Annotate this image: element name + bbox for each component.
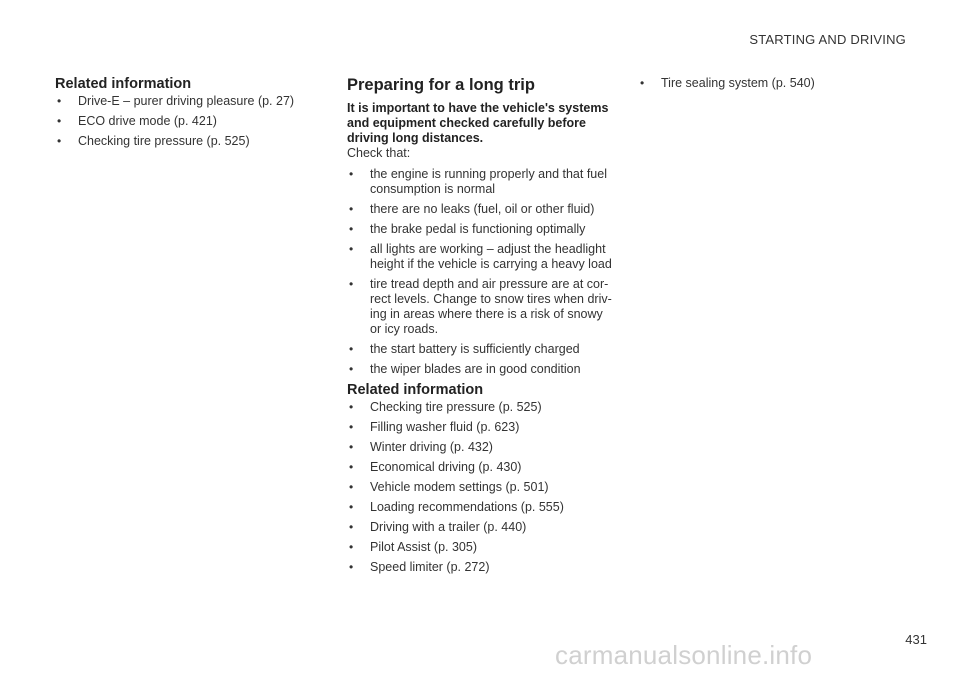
bullet-icon: •	[349, 202, 354, 216]
bullet-icon: •	[57, 114, 62, 128]
bullet-icon: •	[349, 400, 354, 414]
related-list	[55, 94, 305, 149]
bullet-icon: •	[349, 460, 354, 474]
watermark: carmanualsonline.info	[555, 640, 813, 670]
related-link[interactable]: • Speed limiter (p. 272)	[349, 560, 490, 574]
check-list	[347, 167, 615, 377]
bullet-icon: •	[349, 520, 354, 534]
intro-text: It is important to have the vehicle's systems and equipment checked carefully before driving long distances.	[347, 101, 609, 145]
bullet-icon: •	[349, 540, 354, 554]
bullet-icon: •	[349, 222, 354, 236]
related-link[interactable]: • Economical driving (p. 430)	[349, 460, 522, 474]
list-item: • the brake pedal is functioning optimally	[349, 222, 586, 236]
list-item: • the engine is running properly and that fuel consumption is normal	[349, 167, 607, 196]
related-link[interactable]: • Drive-E – purer driving pleasure (p. 27)	[57, 94, 295, 108]
related-link[interactable]: • Tire sealing system (p. 540)	[640, 76, 815, 90]
related-link[interactable]: • Checking tire pressure (p. 525)	[57, 134, 250, 148]
related-heading: Related information	[55, 76, 192, 92]
bullet-icon: •	[349, 560, 354, 574]
related-link[interactable]: • Vehicle modem settings (p. 501)	[349, 480, 549, 494]
list-item: • there are no leaks (fuel, oil or other fluid)	[349, 202, 595, 216]
bullet-icon: •	[349, 480, 354, 494]
bullet-icon: •	[349, 167, 354, 181]
list-item: • tire tread depth and air pressure are at cor-rect levels. Change to snow tires when driv-ing in areas where there is a risk of snowy or icy roads.	[349, 277, 612, 336]
page-number: 431	[905, 632, 927, 647]
bullet-icon: •	[349, 362, 354, 376]
related-list	[347, 400, 615, 575]
bullet-icon: •	[349, 440, 354, 454]
bullet-icon: •	[349, 342, 354, 356]
right-column	[638, 76, 898, 96]
related-link[interactable]: • ECO drive mode (p. 421)	[57, 114, 217, 128]
related-link[interactable]: • Winter driving (p. 432)	[349, 440, 493, 454]
bullet-icon: •	[349, 242, 354, 256]
page-title: Preparing for a long trip	[347, 76, 535, 94]
middle-column	[347, 76, 615, 580]
related-list	[638, 76, 898, 91]
related-link[interactable]: • Pilot Assist (p. 305)	[349, 540, 477, 554]
related-link[interactable]: • Driving with a trailer (p. 440)	[349, 520, 527, 534]
bullet-icon: •	[57, 134, 62, 148]
bullet-icon: •	[57, 94, 62, 108]
related-link[interactable]: • Loading recommendations (p. 555)	[349, 500, 564, 514]
related-link[interactable]: • Checking tire pressure (p. 525)	[349, 400, 542, 414]
bullet-icon: •	[640, 76, 645, 90]
related-link[interactable]: • Filling washer fluid (p. 623)	[349, 420, 520, 434]
list-item: • all lights are working – adjust the headlight height if the vehicle is carrying a heavy load	[349, 242, 612, 271]
related-heading: Related information	[347, 382, 484, 398]
bullet-icon: •	[349, 277, 354, 291]
bullet-icon: •	[349, 500, 354, 514]
list-item: • the start battery is sufficiently charged	[349, 342, 580, 356]
list-item: • the wiper blades are in good condition	[349, 362, 581, 376]
check-lead: Check that:	[347, 146, 411, 160]
left-column	[55, 76, 305, 154]
bullet-icon: •	[349, 420, 354, 434]
section-header: STARTING AND DRIVING	[749, 32, 906, 47]
